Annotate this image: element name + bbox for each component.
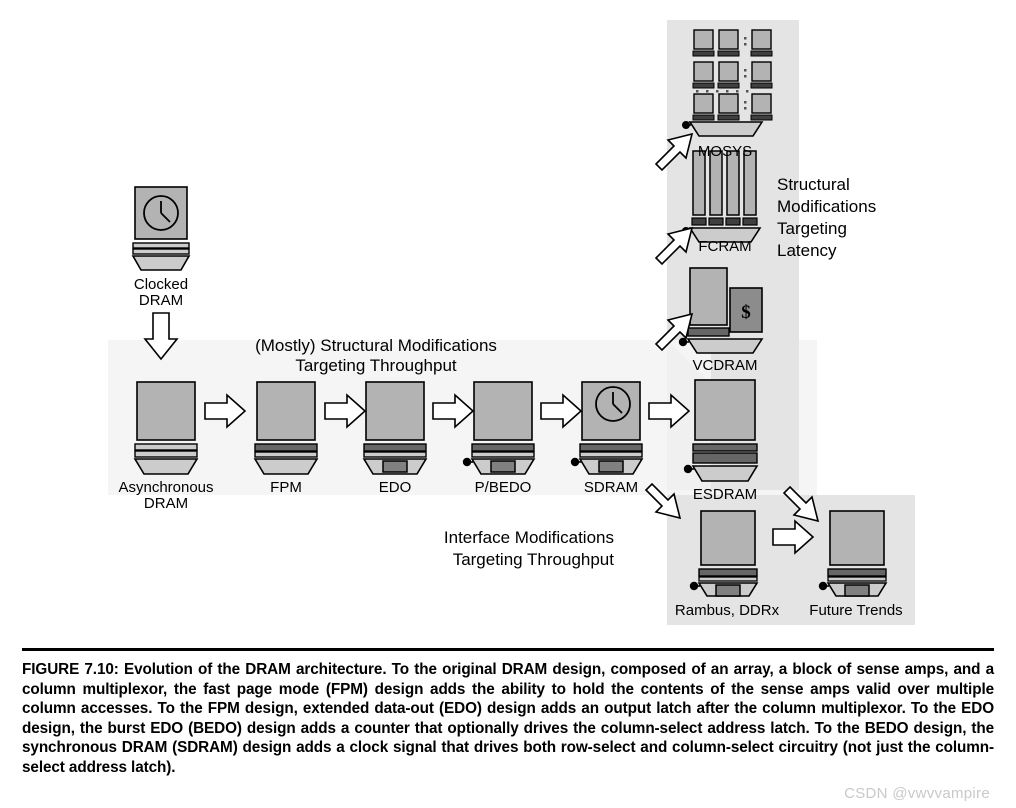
label-interface-line2: Targeting Throughput	[452, 550, 614, 569]
output-latch-edo	[383, 461, 407, 472]
label-latency-line1: Structural	[777, 175, 850, 194]
label-clocked-dram-line2: DRAM	[138, 292, 184, 309]
label-latency-line4: Latency	[777, 241, 837, 260]
label-throughput-line2: Targeting Throughput	[295, 356, 457, 375]
caption-paragraph	[22, 660, 994, 778]
label-vcdram-cache-glyph: $	[741, 302, 751, 323]
label-clocked-dram-line1: Clocked	[133, 276, 189, 293]
label-interface-line1: Interface Modifications	[443, 528, 614, 547]
node-clocked-dram	[133, 187, 189, 309]
label-fpm: FPM	[270, 479, 302, 496]
output-latch-pbedo	[491, 461, 515, 472]
label-mosys: MOSYS	[697, 143, 753, 160]
row-cache-esdram	[693, 453, 757, 463]
label-vcdram: VCDRAM	[692, 357, 758, 374]
label-latency-line2: Modifications	[777, 197, 877, 216]
output-latch-sdram	[599, 461, 623, 472]
csdn-watermark: CSDN @vwvvampire	[844, 785, 990, 802]
label-fcram: FCRAM	[698, 238, 752, 255]
label-async-dram-line2: DRAM	[143, 495, 189, 512]
label-esdram: ESDRAM	[692, 486, 758, 503]
caption-figure-number: FIGURE 7.10:	[22, 661, 119, 678]
label-pbedo: P/BEDO	[474, 479, 532, 496]
label-latency-line3: Targeting	[777, 219, 847, 238]
label-edo: EDO	[378, 479, 412, 496]
label-async-dram-line1: Asynchronous	[118, 479, 214, 496]
caption-body: Evolution of the DRAM architecture. To the original DRAM design, composed of an array, a block of sense amps, and a column multiplexor, the fast page mode (FPM) design adds the ability to hold the contents of the sense amps valid over multiple column accesses. To the FPM design, extended data-out (EDO) design adds an output latch after the column multiplexor. To the EDO design, the burst EDO (BEDO) design adds a counter that optionally drives the column-select address latch. To the BEDO design, the synchronous DRAM (SDRAM) design adds a clock signal that drives both row-select and column-select circuitry (not just the column-select address latch).	[22, 661, 995, 776]
label-future-trends: Future Trends	[809, 602, 903, 619]
output-latch-future	[845, 585, 869, 596]
label-rambus-ddrx: Rambus, DDRx	[674, 602, 780, 619]
caption-divider	[22, 648, 994, 651]
output-latch-rambus	[716, 585, 740, 596]
label-sdram: SDRAM	[583, 479, 639, 496]
figure-caption-block	[0, 648, 1016, 808]
label-throughput-line1: (Mostly) Structural Modifications	[255, 336, 497, 355]
